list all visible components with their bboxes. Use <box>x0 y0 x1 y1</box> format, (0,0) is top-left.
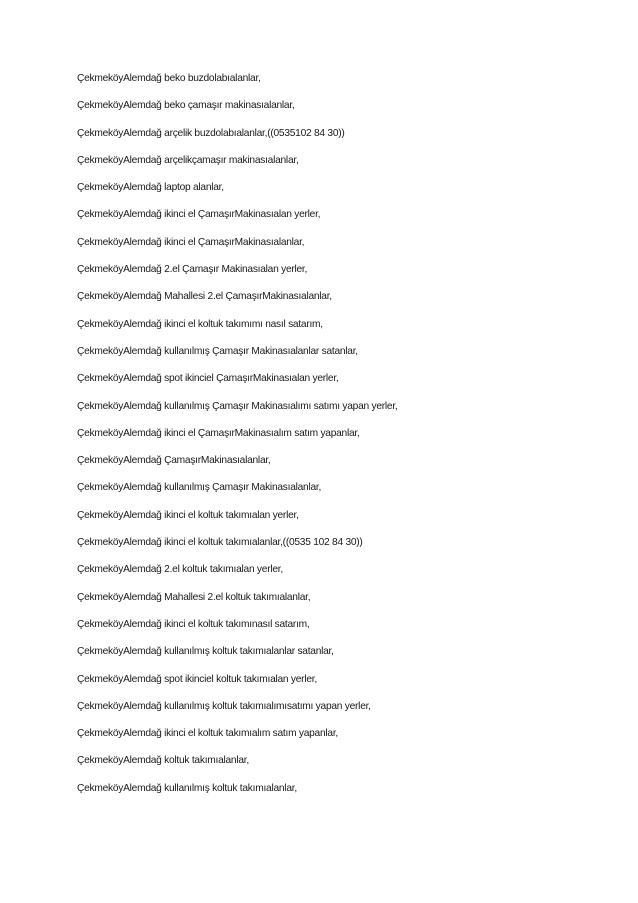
text-line: ÇekmeköyAlemdağ ikinci el koltuk takımıalan yerler, <box>77 509 299 521</box>
text-line: ÇekmeköyAlemdağ kullanılmış Çamaşır Makinasıalımı satımı yapan yerler, <box>77 400 398 412</box>
text-line: ÇekmeköyAlemdağ beko çamaşır makinasıalanlar, <box>77 100 295 112</box>
text-line: ÇekmeköyAlemdağ 2.el koltuk takımıalan yerler, <box>77 564 283 576</box>
text-line: ÇekmeköyAlemdağ kullanılmış Çamaşır Makinasıalanlar, <box>77 482 322 494</box>
text-line: ÇekmeköyAlemdağ ÇamaşırMakinasıalanlar, <box>77 455 271 467</box>
text-line: ÇekmeköyAlemdağ ikinci el koltuk takımıalanlar,((0535 102 84 30)) <box>77 537 363 549</box>
text-line: ÇekmeköyAlemdağ arçelik buzdolabıalanlar,((0535102 84 30)) <box>77 127 345 139</box>
text-line: ÇekmeköyAlemdağ ikinci el ÇamaşırMakinasıalan yerler, <box>77 209 321 221</box>
text-lines <box>77 72 398 809</box>
text-line: ÇekmeköyAlemdağ ikinci el koltuk takımınasıl satarım, <box>77 618 310 630</box>
text-line: ÇekmeköyAlemdağ ikinci el koltuk takımıalım satım yapanlar, <box>77 728 338 740</box>
text-line: ÇekmeköyAlemdağ koltuk takımıalanlar, <box>77 755 249 767</box>
text-line: ÇekmeköyAlemdağ ikinci el koltuk takımımı nasıl satarım, <box>77 318 323 330</box>
text-line: ÇekmeköyAlemdağ 2.el Çamaşır Makinasıalan yerler, <box>77 264 308 276</box>
text-line: ÇekmeköyAlemdağ spot ikinciel ÇamaşırMakinasıalan yerler, <box>77 373 339 385</box>
text-line: ÇekmeköyAlemdağ kullanılmış koltuk takımıalanlar, <box>77 782 297 794</box>
text-line: ÇekmeköyAlemdağ kullanılmış koltuk takımıalımısatımı yapan yerler, <box>77 700 371 712</box>
text-line: ÇekmeköyAlemdağ kullanılmış koltuk takımıalanlar satanlar, <box>77 646 334 658</box>
text-line: ÇekmeköyAlemdağ Mahallesi 2.el ÇamaşırMakinasıalanlar, <box>77 291 332 303</box>
text-line: ÇekmeköyAlemdağ beko buzdolabıalanlar, <box>77 73 261 84</box>
text-line: ÇekmeköyAlemdağ spot ikinciel koltuk takımıalan yerler, <box>77 673 317 685</box>
text-line: ÇekmeköyAlemdağ Mahallesi 2.el koltuk takımıalanlar, <box>77 591 311 603</box>
text-line: ÇekmeköyAlemdağ ikinci el ÇamaşırMakinasıalım satım yapanlar, <box>77 427 360 439</box>
text-line: ÇekmeköyAlemdağ kullanılmış Çamaşır Makinasıalanlar satanlar, <box>77 345 358 357</box>
text-line: ÇekmeköyAlemdağ arçelikçamaşır makinasıalanlar, <box>77 154 299 166</box>
text-line: ÇekmeköyAlemdağ laptop alanlar, <box>77 182 224 194</box>
text-line: ÇekmeköyAlemdağ ikinci el ÇamaşırMakinasıalanlar, <box>77 236 305 248</box>
